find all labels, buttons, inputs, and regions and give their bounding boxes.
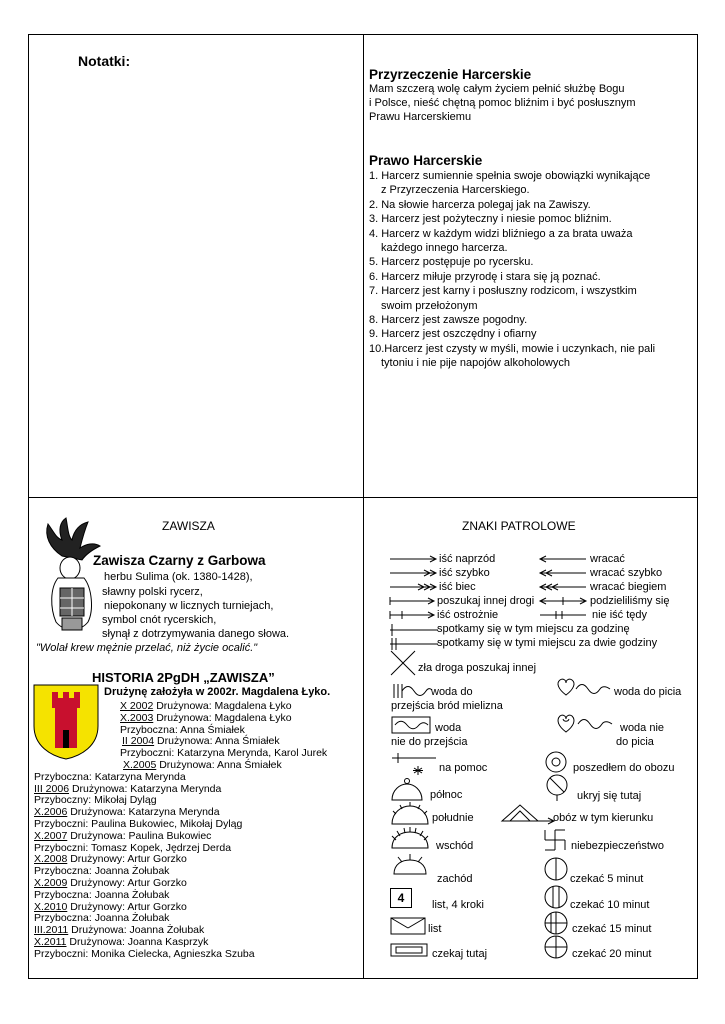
law-line: tytoniu i nie pije napojów alkoholowych <box>381 357 570 370</box>
sign-label: iść naprzód <box>439 553 496 565</box>
drinking-water-icon <box>556 677 612 699</box>
law-line: 2. Na słowie harcerza polegaj jak na Zawiszy. <box>369 198 591 211</box>
law-title: Prawo Harcerskie <box>369 153 483 168</box>
sign-label: obóz w tym kierunku <box>553 812 654 824</box>
history-title: HISTORIA 2PgDH „ZAWISZA” <box>92 670 275 685</box>
letter-box: 4 <box>390 888 412 908</box>
history-date: X.2010 <box>34 900 68 913</box>
law-line: z Przyrzeczenia Harcerskiego. <box>381 184 530 197</box>
history-entry <box>122 735 280 747</box>
history-entry <box>34 936 208 948</box>
sign-label: czekać 20 minut <box>572 948 652 960</box>
law-line: 6. Harcerz miłuje przyrodę i stara się ją poznać. <box>369 270 601 283</box>
sign-label: czekaj tutaj <box>432 948 488 960</box>
sign-label: woda nie <box>620 722 665 734</box>
history-entry <box>34 865 169 877</box>
sign-label: czekać 5 minut <box>570 873 644 885</box>
east-icon <box>390 826 430 850</box>
history-entry <box>34 818 242 830</box>
sign-label: północ <box>430 789 463 801</box>
history-text: Przyboczna: Anna Śmiałek <box>120 723 245 736</box>
sign-label: ukryj się tutaj <box>577 790 642 802</box>
impassable-water-icon <box>391 715 431 735</box>
sign-label: list, 4 kroki <box>432 899 484 911</box>
history-text: Drużynowa: Paulina Bukowiec <box>67 829 212 842</box>
sign-label: nie iść tędy <box>592 609 648 621</box>
history-entry <box>34 889 169 901</box>
zawisza-bio: niepokonany w licznych turniejach, <box>104 600 274 612</box>
history-date: X.2003 <box>120 711 154 724</box>
history-entry <box>34 794 157 806</box>
history-entry <box>34 842 231 854</box>
law-line: 7. Harcerz jest karny i posłuszny rodzicom, i wszystkim <box>369 285 637 298</box>
sign-label: iść ostrożnie <box>437 609 499 621</box>
sign-label: wracać szybko <box>590 567 663 579</box>
history-text: Przyboczny: Mikołaj Dyląg <box>34 794 157 807</box>
signs-heading: ZNAKI PATROLOWE <box>462 519 576 533</box>
sign-label: południe <box>432 812 474 824</box>
horizontal-divider <box>28 497 698 498</box>
history-date: II 2004 <box>122 735 155 748</box>
wait-here-icon <box>390 942 430 958</box>
law-line: 9. Harcerz jest oszczędny i ofiarny <box>369 328 537 341</box>
history-text: Drużynowa: Anna Śmiałek <box>156 759 282 771</box>
history-date: X.2006 <box>34 806 68 819</box>
promise-title: Przyrzeczenie Harcerskie <box>369 67 532 82</box>
history-entry <box>120 724 245 736</box>
history-entry <box>34 877 187 889</box>
history-text: Przyboczni: Tomasz Kopek, Jędrzej Derda <box>34 841 232 854</box>
history-entry <box>34 830 211 842</box>
history-entry <box>34 924 204 936</box>
history-entry <box>34 948 255 960</box>
sign-label: przejścia bród mielizna <box>391 700 503 712</box>
non-drinking-water-icon <box>556 712 616 736</box>
zawisza-name: Zawisza Czarny z Garbowa <box>93 553 266 568</box>
law-line: 4. Harcerz w każdym widzi bliźniego a za brata uważa <box>369 227 633 240</box>
history-text: Drużynowa: Katarzyna Merynda <box>69 782 222 795</box>
zawisza-bio: symbol cnót rycerskich, <box>102 614 217 626</box>
ford-icon <box>392 682 432 700</box>
history-entry <box>120 747 327 759</box>
sign-label: czekać 15 minut <box>572 923 652 935</box>
sign-label: list <box>428 923 442 935</box>
history-text: Przyboczni: Monika Cielecka, Agnieszka Szuba <box>34 947 255 960</box>
history-entry <box>34 912 169 924</box>
help-icon <box>390 752 438 776</box>
meet-signs-icon <box>388 622 438 652</box>
law-line: 10.Harcerz jest czysty w myśli, mowie i uczynkach, nie pali <box>369 342 656 355</box>
history-date: X.2008 <box>34 853 68 866</box>
danger-icon <box>544 828 566 852</box>
wait-5-icon <box>544 856 568 882</box>
history-entry <box>34 853 187 865</box>
history-date: X.2005 <box>123 759 157 771</box>
history-entry <box>34 771 186 783</box>
notes-title: Notatki: <box>78 53 131 69</box>
letter-icon <box>390 916 426 936</box>
history-entry <box>120 712 292 724</box>
history-text: Drużynowa: Magdalena Łyko <box>153 700 292 712</box>
history-text: Przyboczni: Paulina Bukowiec, Mikołaj Dyląg <box>34 818 243 830</box>
wait-20-icon <box>544 934 568 960</box>
sign-label: na pomoc <box>439 762 488 774</box>
history-text: Przyboczna: Joanna Żołubak <box>34 912 170 925</box>
sign-label: iść szybko <box>439 567 490 579</box>
wait-15-icon <box>544 910 568 936</box>
history-date: III.2011 <box>34 924 69 937</box>
history-text: Przyboczna: Katarzyna Merynda <box>34 770 186 783</box>
history-text: Przyboczni: Katarzyna Merynda, Karol Jurek <box>120 747 328 760</box>
history-text: Przyboczna: Joanna Żołubak <box>34 888 170 901</box>
law-line: każdego innego harcerza. <box>381 242 508 254</box>
zawisza-quote: "Wolał krew mężnie przelać, niż życie ocalić." <box>36 642 258 654</box>
promise-line: Mam szczerą wolę całym życiem pełnić służbę Bogu <box>369 83 625 95</box>
zawisza-bio: herbu Sulima (ok. 1380-1428), <box>104 571 253 583</box>
sign-label: do picia <box>616 736 654 748</box>
history-entry <box>34 901 187 913</box>
history-text: Drużynowa: Joanna Żołubak <box>68 924 205 937</box>
history-date: III 2006 <box>34 782 70 795</box>
law-line: 5. Harcerz postępuje po rycersku. <box>369 256 534 269</box>
law-line: 3. Harcerz jest pożyteczny i niesie pomoc bliźnim. <box>369 213 612 226</box>
sign-label: poszukaj innej drogi <box>437 595 535 607</box>
history-text: Przyboczna: Joanna Żołubak <box>34 865 170 878</box>
history-entry <box>120 700 292 712</box>
north-icon <box>390 778 424 802</box>
law-line: 8. Harcerz jest zawsze pogodny. <box>369 314 528 326</box>
law-line: swoim przełożonym <box>381 299 478 312</box>
promise-line: i Polsce, nieść chętną pomoc bliźnim i być posłusznym <box>369 97 636 109</box>
south-icon <box>390 802 430 826</box>
sign-label: spotkamy się w tymi miejscu za dwie godziny <box>437 637 658 649</box>
zawisza-heading: ZAWISZA <box>162 519 215 533</box>
zawisza-bio: słynął z dotrzymywania danego słowa. <box>102 628 290 640</box>
sign-label: woda do <box>431 686 473 698</box>
history-text: Drużynowa: Anna Śmiałek <box>154 735 280 748</box>
wrong-way-icon <box>390 650 416 676</box>
sign-label: wracać <box>590 553 625 565</box>
camp-direction-icon <box>500 803 556 823</box>
history-text: Drużynowa: Katarzyna Merynda <box>67 806 220 819</box>
history-text: Drużynowy: Artur Gorzko <box>67 877 187 889</box>
troop-shield-icon <box>33 684 99 760</box>
sign-label: woda <box>435 722 462 734</box>
sign-label: zła droga poszukaj innej <box>418 662 537 674</box>
promise-line: Prawu Harcerskiemu <box>369 111 472 123</box>
history-founded: Drużynę założyła w 2002r. Magdalena Łyko. <box>104 686 331 698</box>
sign-label: zachód <box>437 873 473 885</box>
history-text: Drużynowa: Magdalena Łyko <box>153 711 292 724</box>
sign-label: woda do picia <box>614 686 682 698</box>
sign-label: spotkamy się w tym miejscu za godzinę <box>437 623 630 635</box>
sign-label: czekać 10 minut <box>570 899 650 911</box>
wait-10-icon <box>544 884 568 910</box>
sign-label: niebezpieczeństwo <box>571 840 664 852</box>
history-entry <box>34 783 221 795</box>
history-date: X 2002 <box>120 700 154 712</box>
camp-icon <box>544 750 568 774</box>
history-date: X.2011 <box>34 936 67 948</box>
zawisza-bio: sławny polski rycerz, <box>102 586 203 598</box>
sign-label: wschód <box>436 840 474 852</box>
history-entry <box>34 806 220 818</box>
vertical-divider <box>363 34 364 979</box>
history-text: Drużynowy: Artur Gorzko <box>67 900 187 913</box>
history-text: Drużynowy: Artur Gorzko <box>67 853 187 866</box>
sign-label: iść biec <box>439 581 476 593</box>
sign-label: poszedłem do obozu <box>573 762 675 774</box>
history-entry <box>123 759 282 771</box>
law-line: 1. Harcerz sumiennie spełnia swoje obowiązki wynikające <box>369 170 651 182</box>
hide-icon <box>546 774 568 802</box>
west-icon <box>390 852 430 876</box>
sign-label: podzieliliśmy się <box>590 595 670 607</box>
knight-crest-icon <box>40 518 102 634</box>
sign-label: wracać biegiem <box>590 581 667 593</box>
history-text: Drużynowa: Joanna Kasprzyk <box>66 936 209 948</box>
sign-label: nie do przejścia <box>391 736 468 748</box>
history-date: X.2007 <box>34 829 68 842</box>
history-date: X.2009 <box>34 877 68 889</box>
